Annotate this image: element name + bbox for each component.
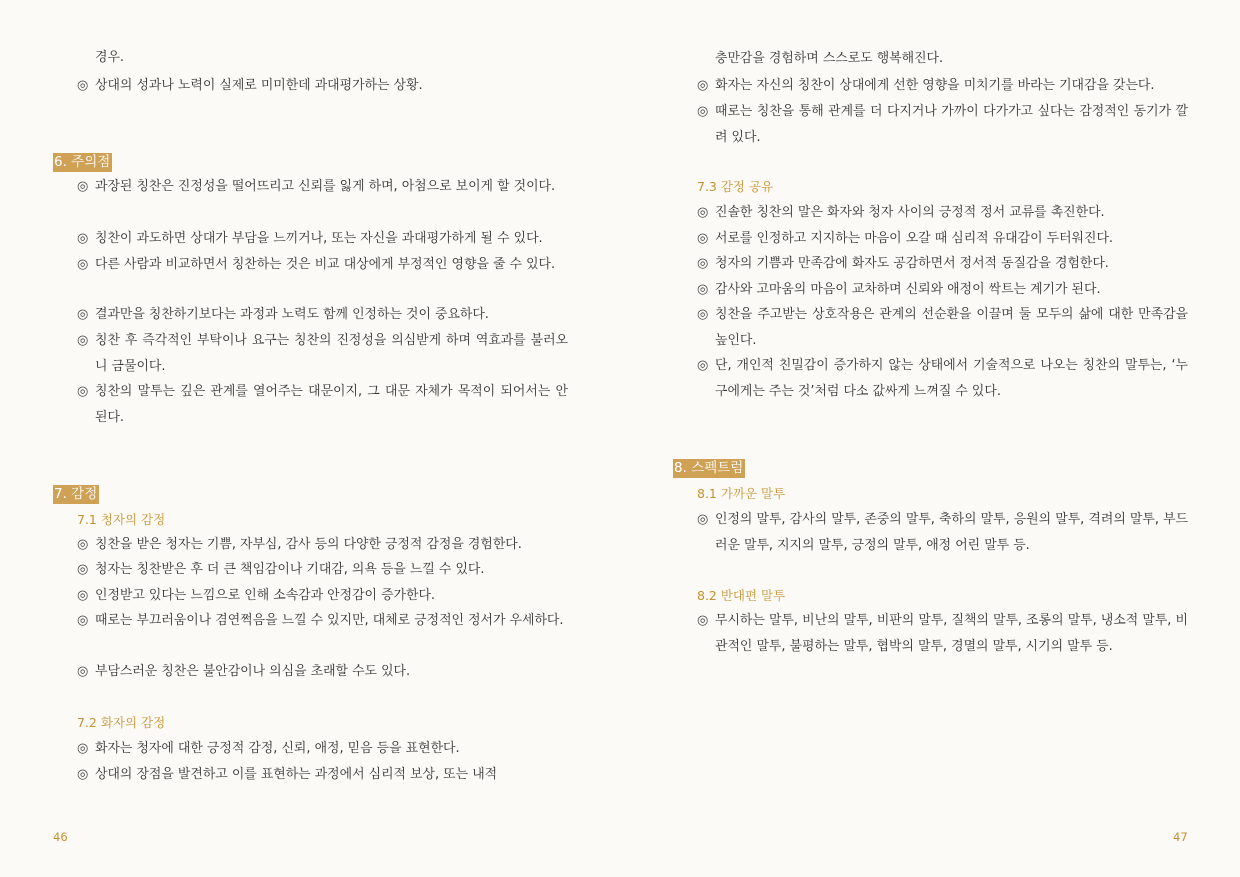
bullet-item: ◎ 인정받고 있다는 느낌으로 인해 소속감과 안정감이 증가한다. <box>77 583 568 609</box>
bullet-item: ◎ 청자는 칭찬받은 후 더 큰 책임감이나 기대감, 의욕 등을 느낄 수 있다. <box>77 557 568 583</box>
bullet-item: ◎ 칭찬의 말투는 깊은 관계를 열어주는 대문이지, 그 대문 자체가 목적이 되어서는 안 된다. <box>77 379 568 431</box>
bullet-icon: ◎ <box>77 333 89 348</box>
bullet-item: ◎ 과장된 칭찬은 진정성을 떨어뜨리고 신뢰를 잃게 하며, 아첨으로 보이게 할 것이다. <box>77 174 568 200</box>
bullet-icon: ◎ <box>697 307 709 322</box>
bullet-icon: ◎ <box>697 78 709 93</box>
bullet-item: ◎ 화자는 자신의 칭찬이 상대에게 선한 영향을 미치기를 바라는 기대감을 갖는다. <box>697 73 1188 99</box>
bullet-item: ◎ 때로는 부끄러움이나 겸연쩍음을 느낄 수 있지만, 대체로 긍정적인 정서가 우세하다. <box>77 608 568 634</box>
page-number-left: 46 <box>53 830 68 844</box>
section-heading-8: 8. 스펙트럼 <box>674 460 744 476</box>
bullet-item: ◎ 서로를 인정하고 지지하는 마음이 오갈 때 심리적 유대감이 두터워진다. <box>697 226 1188 252</box>
bullet-icon: ◎ <box>77 537 89 552</box>
bullet-item: ◎ 감사와 고마움의 마음이 교차하며 신뢰와 애정이 싹트는 계기가 된다. <box>697 277 1188 303</box>
subsection-heading-7-3: 7.3 감정 공유 <box>697 179 774 194</box>
page-number-right: 47 <box>1173 830 1188 844</box>
bullet-icon: ◎ <box>77 588 89 603</box>
bullet-item: ◎ 칭찬이 과도하면 상대가 부담을 느끼거나, 또는 자신을 과대평가하게 될 수 있다. <box>77 226 568 252</box>
bullet-item: ◎ 상대의 성과나 노력이 실제로 미미한데 과대평가하는 상황. <box>77 73 568 99</box>
bullet-item: ◎ 칭찬을 주고받는 상호작용은 관계의 선순환을 이끌며 둘 모두의 삶에 대한 만족감을 높인다. <box>697 302 1188 354</box>
bullet-item: ◎ 상대의 장점을 발견하고 이를 표현하는 과정에서 심리적 보상, 또는 내적 <box>77 762 568 788</box>
bullet-icon: ◎ <box>697 104 709 119</box>
section-heading-7: 7. 감정 <box>54 486 98 502</box>
bullet-icon: ◎ <box>77 231 89 246</box>
bullet-icon: ◎ <box>697 231 709 246</box>
bullet-icon: ◎ <box>77 257 89 272</box>
bullet-icon: ◎ <box>697 205 709 220</box>
subsection-heading-7-2: 7.2 화자의 감정 <box>77 715 166 730</box>
bullet-icon: ◎ <box>77 307 89 322</box>
subsection-heading-8-1: 8.1 가까운 말투 <box>697 486 786 501</box>
bullet-icon: ◎ <box>77 664 89 679</box>
bullet-item: ◎ 무시하는 말투, 비난의 말투, 비판의 말투, 질책의 말투, 조롱의 말투, 냉소적 말투, 비관적인 말투, 불평하는 말투, 협박의 말투, 경멸의 말투, 시기의 말투 등. <box>697 608 1188 660</box>
bullet-item: ◎ 칭찬 후 즉각적인 부탁이나 요구는 칭찬의 진정성을 의심받게 하며 역효과를 불러오니 금물이다. <box>77 328 568 380</box>
bullet-item: ◎ 진솔한 칭찬의 말은 화자와 청자 사이의 긍정적 정서 교류를 촉진한다. <box>697 200 1188 226</box>
bullet-icon: ◎ <box>77 767 89 782</box>
bullet-icon: ◎ <box>697 512 709 527</box>
bullet-icon: ◎ <box>77 613 89 628</box>
bullet-icon: ◎ <box>697 613 709 628</box>
bullet-item: ◎ 때로는 칭찬을 통해 관계를 더 다지거나 가까이 다가가고 싶다는 감정적인 동기가 깔려 있다. <box>697 99 1188 151</box>
bullet-item: ◎ 부담스러운 칭찬은 불안감이나 의심을 초래할 수도 있다. <box>77 659 568 685</box>
bullet-icon: ◎ <box>697 358 709 373</box>
bullet-item: ◎ 단, 개인적 친밀감이 증가하지 않는 상태에서 기술적으로 나오는 칭찬의 말투는, ‘누구에게는 주는 것’처럼 다소 값싸게 느껴질 수 있다. <box>697 353 1188 405</box>
bullet-item: ◎ 청자의 기쁨과 만족감에 화자도 공감하면서 정서적 동질감을 경험한다. <box>697 251 1188 277</box>
bullet-icon: ◎ <box>77 179 89 194</box>
bullet-icon: ◎ <box>77 741 89 756</box>
bullet-icon: ◎ <box>697 282 709 297</box>
subsection-heading-7-1: 7.1 청자의 감정 <box>77 512 166 527</box>
section-heading-6: 6. 주의점 <box>54 154 111 170</box>
bullet-item: ◎ 칭찬을 받은 청자는 기쁨, 자부심, 감사 등의 다양한 긍정적 감정을 경험한다. <box>77 532 568 558</box>
bullet-item: ◎ 결과만을 칭찬하기보다는 과정과 노력도 함께 인정하는 것이 중요하다. <box>77 302 568 328</box>
subsection-heading-8-2: 8.2 반대편 말투 <box>697 588 786 603</box>
bullet-icon: ◎ <box>697 256 709 271</box>
continued-text: 충만감을 경험하며 스스로도 행복해진다. <box>715 51 944 66</box>
bullet-icon: ◎ <box>77 78 89 93</box>
bullet-item: ◎ 다른 사람과 비교하면서 칭찬하는 것은 비교 대상에게 부정적인 영향을 줄 수 있다. <box>77 252 568 278</box>
continued-text: 경우. <box>95 50 125 65</box>
bullet-icon: ◎ <box>77 562 89 577</box>
bullet-item: ◎ 인정의 말투, 감사의 말투, 존중의 말투, 축하의 말투, 응원의 말투, 격려의 말투, 부드러운 말투, 지지의 말투, 긍정의 말투, 애정 어린 말투 등. <box>697 507 1188 559</box>
bullet-item: ◎ 화자는 청자에 대한 긍정적 감정, 신뢰, 애정, 믿음 등을 표현한다. <box>77 736 568 762</box>
bullet-icon: ◎ <box>77 384 89 399</box>
